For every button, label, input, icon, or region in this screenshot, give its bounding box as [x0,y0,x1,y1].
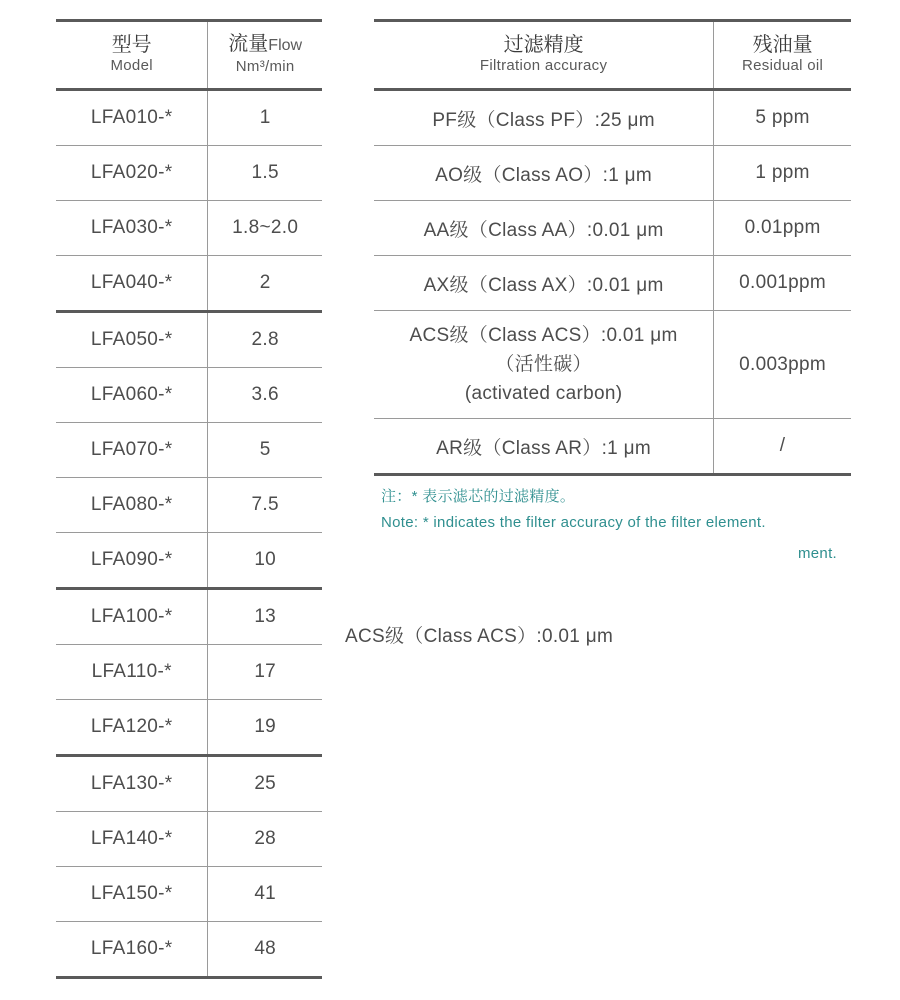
flow-cell: 5 [208,423,322,478]
table-row [374,90,851,146]
model-header-en: Model [110,57,153,74]
accuracy-line-zh-note: （活性碳） [495,354,592,375]
note-zh: 注：* 表示滤芯的过滤精度。 [381,488,576,505]
table-row [56,312,322,368]
table-row [56,256,322,312]
accuracy-header-en: Filtration accuracy [479,57,608,74]
table-row [56,756,322,812]
accuracy-cell: AO级（Class AO）:1 μm [374,146,714,201]
accuracy-cell: AA级（Class AA）:0.01 μm [374,201,714,256]
oil-cell: / [779,435,786,456]
accuracy-column-header [374,21,714,90]
model-cell: LFA120-* [56,700,208,756]
oil-cell: 1 ppm [714,146,851,201]
flow-cell: 3.6 [208,368,322,423]
flow-cell: 19 [208,700,322,756]
oil-cell: 0.01ppm [714,201,851,256]
model-cell: LFA080-* [56,478,208,533]
model-cell: LFA070-* [56,423,208,478]
flow-column-header [208,21,322,90]
model-cell: LFA040-* [56,256,208,312]
model-cell: LFA100-* [56,589,208,645]
table-row [374,146,851,201]
flow-header-zh: 流量 [228,33,269,55]
filtration-accuracy-table [374,19,851,476]
note-en-continued: ment. [798,545,838,562]
accuracy-cell: AR级（Class AR）:1 μm [374,419,714,475]
flow-header-en: Flow [268,37,303,54]
accuracy-line-en-note: (activated carbon) [464,383,623,404]
table-row [56,201,322,256]
model-cell: LFA020-* [56,146,208,201]
flow-cell: 48 [254,938,277,959]
table-row [56,589,322,645]
flow-cell: 1.8~2.0 [208,201,322,256]
model-cell: LFA140-* [56,812,208,867]
flow-cell: 10 [208,533,322,589]
flow-cell: 2 [208,256,322,312]
table-row [56,146,322,201]
model-cell: LFA090-* [56,533,208,589]
table-row [56,368,322,423]
flow-cell: 7.5 [208,478,322,533]
note-en: Note: * indicates the filter accuracy of the filter element. [381,514,766,531]
flow-cell: 28 [208,812,322,867]
model-cell: LFA150-* [56,867,208,922]
table-row [56,423,322,478]
flow-cell: 2.8 [208,312,322,368]
table-row [374,419,851,475]
model-column-header [56,21,208,90]
flow-cell: 1 [208,90,322,146]
oil-cell: 5 ppm [714,90,851,146]
oil-header-en: Residual oil [742,57,824,74]
table-row [56,700,322,756]
flow-cell: 25 [208,756,322,812]
acs-class-label: ACS级（Class ACS）:0.01 μm [345,626,614,647]
model-cell: LFA010-* [56,90,208,146]
model-flow-table [56,19,322,979]
model-table-header [56,21,322,90]
accuracy-line: ACS级（Class ACS）:0.01 μm [409,325,678,346]
flow-cell: 13 [208,589,322,645]
accuracy-cell: AX级（Class AX）:0.01 μm [374,256,714,311]
table-row [56,812,322,867]
accuracy-header-zh: 过滤精度 [503,34,584,56]
oil-header-zh: 残油量 [752,34,813,56]
model-header-zh: 型号 [111,34,152,56]
table-row [56,533,322,589]
table-row [374,201,851,256]
flow-cell: 41 [208,867,322,922]
oil-cell: 0.003ppm [714,311,851,419]
model-cell: LFA130-* [56,756,208,812]
oil-cell: 0.001ppm [714,256,851,311]
flow-cell: 17 [208,645,322,700]
flow-cell: 1.5 [208,146,322,201]
table-row [56,90,322,146]
table-row [374,256,851,311]
model-cell: LFA060-* [56,368,208,423]
accuracy-cell: PF级（Class PF）:25 μm [374,90,714,146]
table-row [56,645,322,700]
table-row [56,867,322,922]
model-cell: LFA050-* [56,312,208,368]
table-row [374,311,851,419]
model-cell: LFA160-* [56,922,208,978]
filter-table-header [374,21,851,90]
oil-column-header [714,21,851,90]
table-row [56,922,322,978]
flow-header-unit: Nm³/min [235,58,295,75]
model-cell: LFA110-* [56,645,208,700]
accuracy-cell [374,311,714,419]
table-row [56,478,322,533]
model-cell: LFA030-* [56,201,208,256]
